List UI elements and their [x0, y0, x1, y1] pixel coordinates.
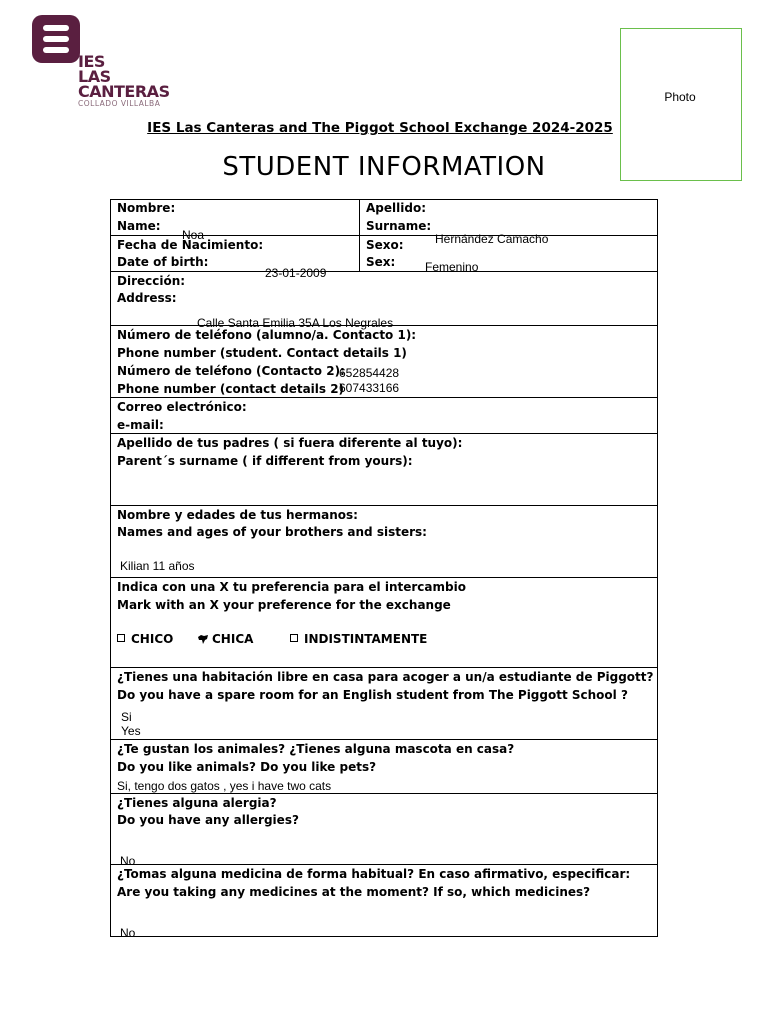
- medicines-label-es: ¿Tomas alguna medicina de forma habitual? En caso afirmativo, especificar:: [117, 867, 631, 881]
- surname-value[interactable]: Hernández Camacho: [435, 232, 549, 246]
- siblings-value[interactable]: Kilian 11 años: [120, 559, 195, 573]
- preference-label-en: Mark with an X your preference for the exchange: [117, 598, 451, 612]
- parents-label-es: Apellido de tus padres ( si fuera diferente al tuyo):: [117, 436, 463, 450]
- sex-label-en: Sex:: [366, 255, 396, 269]
- option-chico[interactable]: CHICO: [117, 632, 173, 646]
- phone-label-1-es: Número de teléfono (alumno/a. Contacto 1):: [117, 328, 417, 342]
- medicines-label-en: Are you taking any medicines at the moment? If so, which medicines?: [117, 885, 591, 899]
- photo-label: Photo: [664, 90, 696, 104]
- address-value[interactable]: Calle Santa Emilia 35A Los Negrales: [197, 316, 394, 330]
- animals-value[interactable]: Si, tengo dos gatos , yes i have two cats: [117, 779, 332, 793]
- address-label-en: Address:: [117, 291, 177, 305]
- school-logo-text: IES LAS CANTERAS COLLADO VILLALBA: [78, 52, 170, 108]
- allergies-label-en: Do you have any allergies?: [117, 813, 299, 827]
- page-title: STUDENT INFORMATION: [222, 152, 546, 182]
- sex-value[interactable]: Femenino: [425, 260, 479, 271]
- parents-label-en: Parent´s surname ( if different from yours):: [117, 454, 413, 468]
- option-chica[interactable]: CHICA: [198, 632, 253, 646]
- address-label-es: Dirección:: [117, 274, 186, 288]
- room-label-es: ¿Tienes una habitación libre en casa para acoger a un/a estudiante de Piggott?: [117, 670, 654, 684]
- phone-label-2-en: Phone number (contact details 2): [117, 382, 345, 396]
- sex-label-es: Sexo:: [366, 238, 404, 252]
- room-value-en[interactable]: Yes: [121, 724, 141, 738]
- birth-label-es: Fecha de Nacimiento:: [117, 238, 264, 252]
- phone-label-2-es: Número de teléfono (Contacto 2):: [117, 364, 345, 378]
- school-logo-icon: [32, 15, 80, 63]
- checkbox-chico-icon[interactable]: [117, 634, 125, 642]
- name-value[interactable]: Noa: [182, 228, 205, 242]
- sex-value-clip: [420, 258, 550, 271]
- room-value-es[interactable]: Si: [121, 710, 132, 724]
- siblings-label-es: Nombre y edades de tus hermanos:: [117, 508, 358, 522]
- animals-label-es: ¿Te gustan los animales? ¿Tienes alguna mascota en casa?: [117, 742, 515, 756]
- name-label-es: Nombre:: [117, 201, 176, 215]
- option-indistintamente[interactable]: INDISTINTAMENTE: [290, 632, 427, 646]
- allergies-value[interactable]: No: [120, 854, 136, 864]
- exchange-title: IES Las Canteras and The Piggot School Exchange 2024-2025: [147, 120, 613, 136]
- siblings-label-en: Names and ages of your brothers and sisters:: [117, 525, 427, 539]
- preference-label-es: Indica con una X tu preferencia para el intercambio: [117, 580, 466, 594]
- surname-label-es: Apellido:: [366, 201, 426, 215]
- allergies-label-es: ¿Tienes alguna alergia?: [117, 796, 277, 810]
- email-label-es: Correo electrónico:: [117, 400, 247, 414]
- phone-value-2[interactable]: 607433166: [339, 381, 400, 395]
- surname-label-en: Surname:: [366, 219, 432, 233]
- birth-label-en: Date of birth:: [117, 255, 209, 269]
- allergies-value-clip: [115, 850, 175, 864]
- phone-value-1[interactable]: 652854428: [339, 366, 400, 380]
- birth-value[interactable]: 23-01-2009: [265, 266, 327, 280]
- checkbox-indistintamente-icon[interactable]: [290, 634, 298, 642]
- checkbox-chica-marked-icon[interactable]: [198, 635, 208, 644]
- medicines-value[interactable]: No: [120, 926, 136, 940]
- room-label-en: Do you have a spare room for an English student from The Piggott School ?: [117, 688, 628, 702]
- email-label-en: e-mail:: [117, 418, 164, 432]
- phone-label-1-en: Phone number (student. Contact details 1): [117, 346, 407, 360]
- name-label-en: Name:: [117, 219, 161, 233]
- animals-label-en: Do you like animals? Do you like pets?: [117, 760, 377, 774]
